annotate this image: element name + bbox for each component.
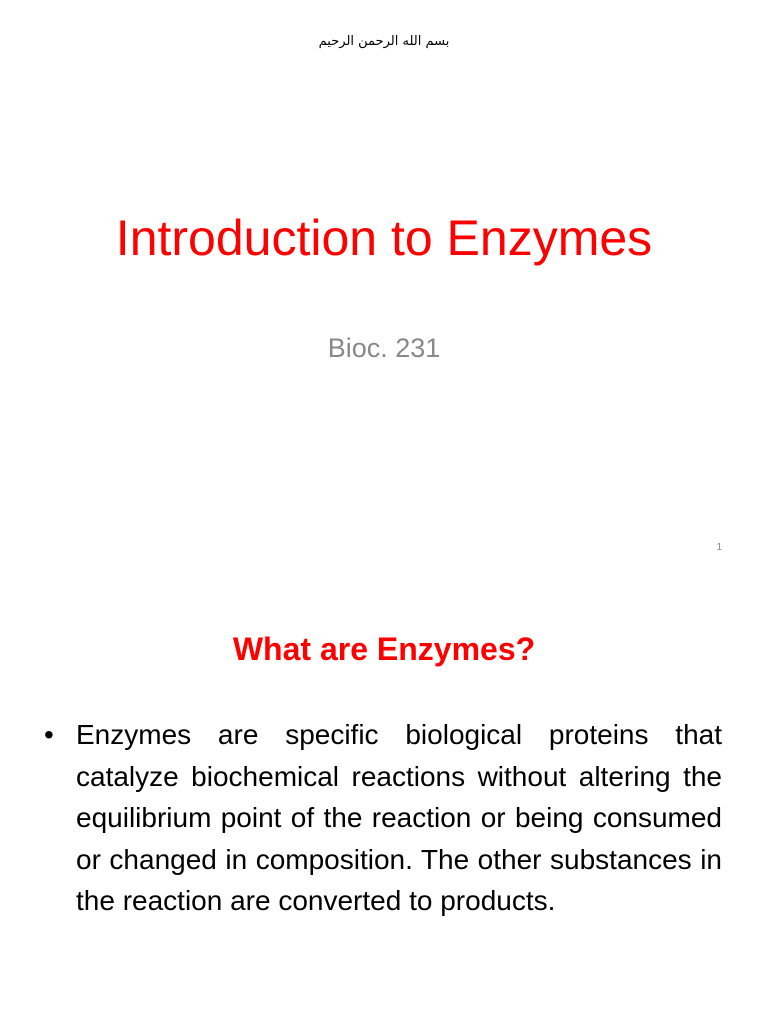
- slide-heading: What are Enzymes?: [232, 631, 536, 667]
- bullet-list: [44, 714, 722, 922]
- bullet-text: Enzymes are specific biological proteins that catalyze biochemical reactions without altering the equilibrium point of the reaction or being consumed or changed in composition. The other substances in the reaction are converted to products.: [76, 719, 722, 916]
- slide-title: Introduction to Enzymes: [115, 210, 653, 266]
- slide-2: [0, 576, 768, 1024]
- page-number: 1: [716, 542, 722, 553]
- slide-subtitle: Bioc. 231: [327, 333, 441, 363]
- bullet-item: [44, 714, 722, 922]
- basmala-text: بسم الله الرحمن الرحيم: [318, 34, 450, 49]
- bullet-icon: •: [44, 719, 54, 750]
